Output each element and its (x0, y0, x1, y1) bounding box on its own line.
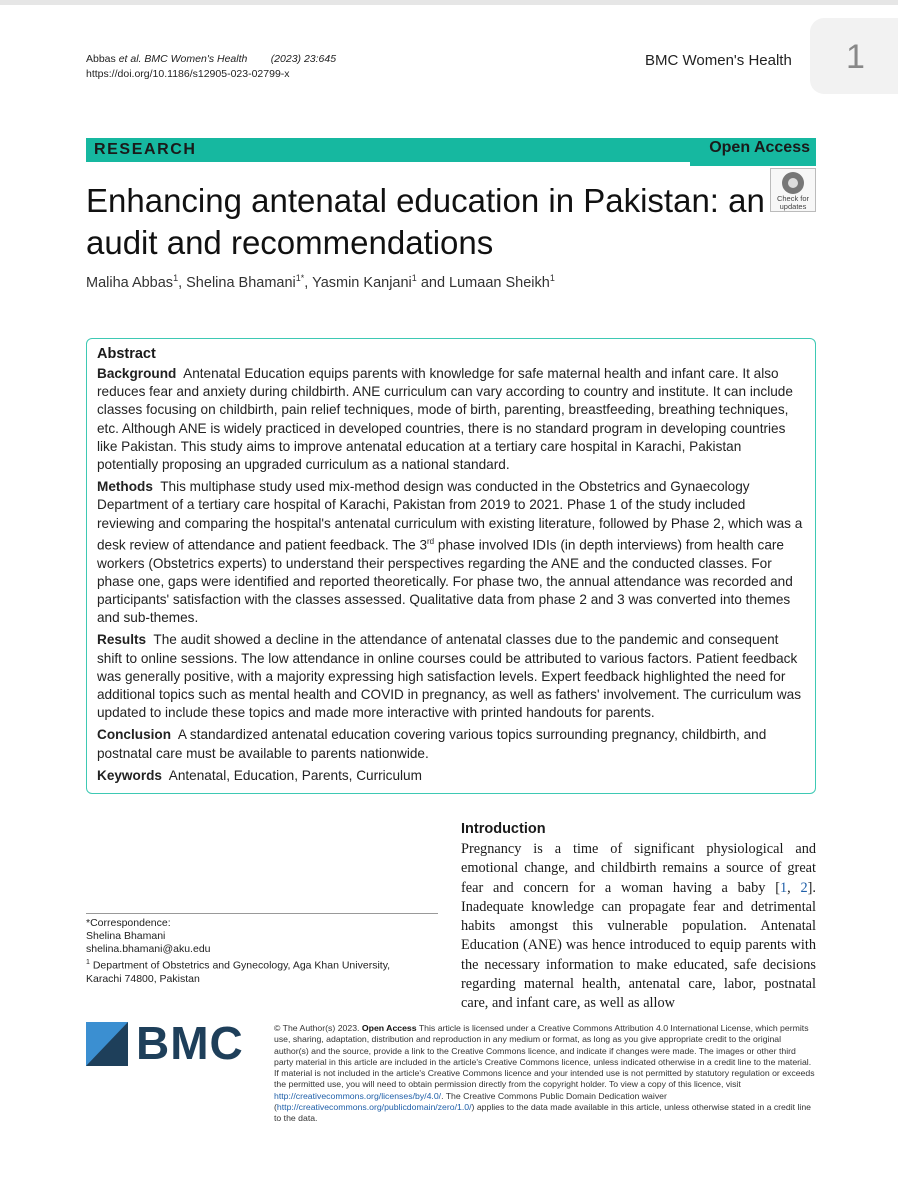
author-affiliation: 1 (549, 273, 555, 283)
intro-text-b: ]. Inadequate knowledge can propagate fear and detrimental habits amongst this vulnerable population. Antenatal Education (ANE) was hence introduced to equip parents with the necessary information to make educated, safe decisions regarding maternal health, antenatal care, labor, postnatal care, and infant care, as well as allow (461, 879, 816, 1012)
check-for-updates-button[interactable] (770, 168, 816, 212)
author-name[interactable]: Shelina Bhamani (186, 274, 296, 291)
author-separator: , (304, 274, 313, 291)
banner-underline (690, 162, 816, 166)
keywords-text: Antenatal, Education, Parents, Curriculum (168, 767, 422, 783)
page-number: 1 (846, 38, 865, 76)
open-access-label: Open Access (709, 139, 810, 156)
article-title: Enhancing antenatal education in Pakistan: an audit and recommendations (86, 182, 765, 261)
license-text-a: This article is licensed under a Creative Commons Attribution 4.0 International License, which permits use, sharing, adaptation, distribution and reproduction in any medium or format, as long as you give appropriate credit to the original author(s) and the source, provide a link to the Creative Commons licence, and indicate if changes were made. The images or other third party material in this article are included in the article's Creative Commons licence, unless indicated otherwise in a credit line to the material. If material is not included in the article's Creative Commons licence and your intended use is not permitted by statutory regulation or exceeds the permitted use, you will need to obtain permission directly from the copyright holder. To view a copy of this licence, visit (274, 1023, 815, 1090)
abstract-keywords (97, 767, 805, 785)
affiliation-line-1 (86, 956, 438, 973)
citation-header (86, 52, 336, 82)
check-updates-icon (782, 172, 804, 194)
results-label: Results (97, 632, 147, 648)
author-separator: and (416, 274, 450, 291)
affiliation-text-2: Karachi 74800, Pakistan (86, 972, 200, 985)
license-text-c: ) applies to the data made available in this article, unless otherwise stated in a credit line to the data. (274, 1102, 811, 1124)
author-list (86, 273, 555, 291)
keywords-label: Keywords (97, 767, 162, 783)
open-access-bold: Open Access (361, 1023, 417, 1033)
correspondence-footnote (86, 913, 438, 986)
introduction-heading: Introduction (461, 821, 546, 837)
copyright-text: © The Author(s) 2023. (274, 1023, 360, 1033)
results-text: The audit showed a decline in the attendance of antenatal classes due to the pandemic and consequent shift to online sessions. The low attendance in online courses could be attributed to various factors. Patient feedback was generally positive, with a majority expressing high satisfaction levels. Expert feedback highlighted the need for additional topics such as mental health and COVID in pregnancy, as well as fathers' involvement. The curriculum was updated to include these topics and made more interactive with printed handouts for parents. (97, 632, 802, 721)
citation-journal: BMC Women's Health (144, 53, 248, 65)
check-updates-label-1: Check for (776, 194, 810, 203)
author-separator: , (178, 274, 187, 291)
license-text-b: . The Creative Commons Public Domain Dedication waiver ( (274, 1090, 667, 1113)
affiliation-number: 1 (86, 959, 90, 966)
journal-name: BMC Women's Health (645, 52, 792, 69)
bmc-logo (86, 1017, 256, 1069)
correspondence-label: *Correspondence: (86, 917, 171, 929)
correspondence-email[interactable]: shelina.bhamani@aku.edu (86, 943, 211, 955)
author-affiliation: 1* (295, 273, 305, 283)
intro-text-a: Pregnancy is a time of significant physiological and emotional change, and childbirth remains a source of great fear and concern for a woman having a baby [ (461, 841, 816, 896)
top-edge (0, 0, 898, 5)
bmc-logo-text: BMC (136, 1017, 244, 1069)
author-name[interactable]: Yasmin Kanjani (312, 274, 412, 291)
author-name[interactable]: Lumaan Sheikh (449, 274, 550, 291)
ref-separator: , (787, 879, 801, 896)
section-label: RESEARCH (94, 141, 197, 158)
abstract-results (97, 631, 805, 722)
author-affiliation: 1 (411, 273, 417, 283)
article-type-banner (86, 138, 816, 162)
author-name[interactable]: Maliha Abbas (86, 274, 174, 291)
conclusion-text: A standardized antenatal education covering various topics surrounding pregnancy, childbirth, and postnatal care must be available to parents nationwide. (97, 727, 767, 761)
author-affiliation: 1 (173, 273, 179, 283)
methods-text-b: phase involved IDIs (in depth interviews) from health care workers (Obstetrics experts) to understand their perspectives regarding the ANE and the conducted classes. For phase one, gaps were identified and reported theoretically. For phase two, the annual attendance was recorded and participants' satisfaction with the classes assessed. Qualitative data from phase 2 and 3 was converted into themes and sub-themes. (97, 537, 793, 626)
correspondence-name: Shelina Bhamani (86, 930, 166, 942)
abstract-box (86, 338, 816, 794)
cc-zero-link[interactable]: http://creativecommons.org/publicdomain/zero/1.0/ (276, 1102, 472, 1113)
license-statement (274, 1023, 816, 1125)
methods-text-a: This multiphase study used mix-method design was conducted in the Obstetrics and Gynaecology Department of a tertiary care hospital of Karachi, Pakistan from 2019 to 2021. Phase 1 of the study included reviewing and comparing the hospital's antenatal curriculum with existing literature, followed by Phase 2, which was a desk review of attendance and patient feedback. The 3 (97, 479, 803, 553)
citation-etal: et al. (118, 53, 142, 65)
doi-link[interactable]: https://doi.org/10.1186/s12905-023-02799-x (86, 68, 290, 80)
abstract-methods (97, 478, 805, 627)
check-updates-label-2: updates (779, 202, 807, 211)
abstract-heading: Abstract (97, 346, 156, 362)
citation-authors: Abbas (86, 53, 116, 65)
methods-superscript: rd (427, 536, 435, 546)
reference-link-2[interactable]: 2 (800, 879, 808, 896)
citation-year-volume: (2023) 23:645 (270, 53, 337, 65)
affiliation-text-1: Department of Obstetrics and Gynecology, Aga Khan University, (92, 959, 391, 972)
background-label: Background (97, 366, 177, 381)
methods-label: Methods (97, 479, 153, 495)
introduction-text (461, 840, 816, 1014)
abstract-background (97, 365, 805, 474)
reference-link-1[interactable]: 1 (779, 879, 788, 896)
conclusion-label: Conclusion (97, 727, 172, 743)
bmc-logo-icon (86, 1022, 128, 1066)
cc-by-link[interactable]: http://creativecommons.org/licenses/by/4.0/ (274, 1090, 442, 1101)
background-text: Antenatal Education equips parents with knowledge for safe maternal health and infant care. It also reduces fear and anxiety during childbirth. ANE curriculum can vary according to country and institute. It can include classes focusing on childbirth, pain relief techniques, mode of birth, parenting, breastfeeding, breathing techniques, etc. Although ANE is widely practiced in developed countries, there is no standard program in developing countries like Pakistan. This study aims to improve antenatal education at a tertiary care hospital in Karachi, Pakistan potentially proposing an upgraded curriculum as a national standard. (97, 366, 793, 473)
abstract-conclusion (97, 726, 805, 762)
